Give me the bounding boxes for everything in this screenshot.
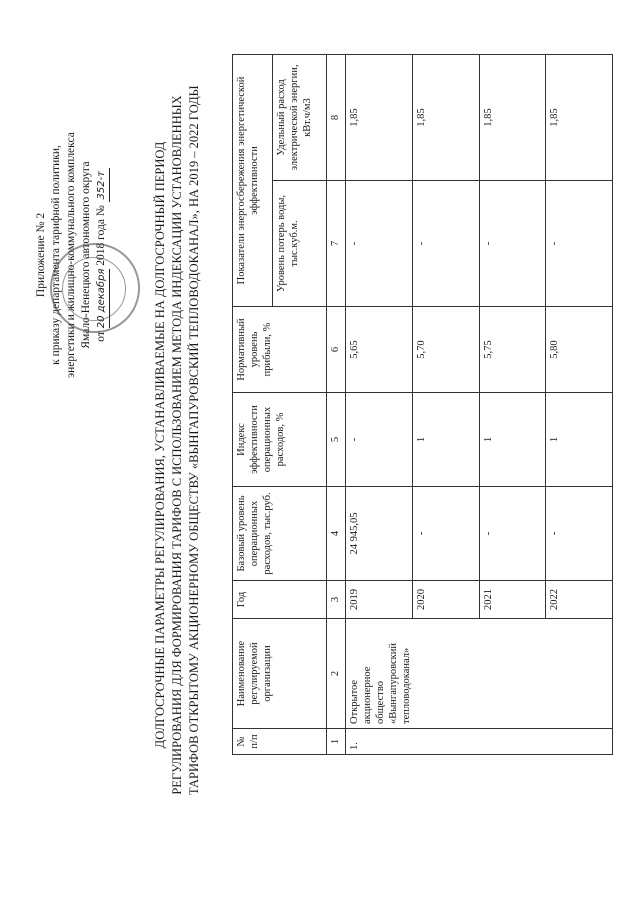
order-number: 352-т	[94, 168, 110, 202]
column-number: 2	[327, 619, 346, 729]
parameters-table	[232, 54, 613, 755]
cell-water-loss: -	[479, 181, 546, 307]
header-energy-group: Показатели энергосбережения энергетической эффективности	[233, 54, 273, 306]
date-day: 20 декабря	[94, 269, 110, 329]
header-num: № п/п	[233, 729, 327, 755]
cell-efficiency-index: 1	[479, 393, 546, 487]
cell-profit-level: 5,80	[546, 307, 613, 393]
cell-profit-level: 5,70	[412, 307, 479, 393]
table-row	[346, 54, 413, 754]
appendix-line: к приказу департамента тарифной политики,	[50, 145, 62, 365]
column-number: 4	[327, 487, 346, 581]
cell-electricity: 1,85	[346, 54, 413, 180]
column-number: 5	[327, 393, 346, 487]
cell-water-loss: -	[412, 181, 479, 307]
cell-efficiency-index: -	[346, 393, 413, 487]
organization-name: Открытое акционерное общество «Вынгапуровский тепловодоканал»	[346, 619, 613, 729]
cell-year: 2019	[346, 581, 413, 619]
header-efficiency-index: Индекс эффективности операционных расходов, %	[233, 393, 327, 487]
appendix-line: Приложение № 2	[35, 212, 47, 298]
cell-year: 2022	[546, 581, 613, 619]
cell-base-cost: -	[412, 487, 479, 581]
column-number: 8	[327, 54, 346, 180]
cell-base-cost: -	[546, 487, 613, 581]
column-number-row	[327, 54, 346, 754]
header-organization: Наименование регулируемой организации	[233, 619, 327, 729]
date-suffix: 2018 года №	[95, 205, 107, 266]
cell-year: 2021	[479, 581, 546, 619]
date-prefix: от	[95, 331, 107, 342]
column-number: 1	[327, 729, 346, 755]
header-water-loss: Уровень потерь воды, тыс.куб.м.	[273, 181, 327, 307]
appendix-line: Ямало-Ненецкого автономного округа	[80, 161, 92, 349]
cell-year: 2020	[412, 581, 479, 619]
seal-stamp	[50, 243, 140, 333]
title-line: ДОЛГОСРОЧНЫЕ ПАРАМЕТРЫ РЕГУЛИРОВАНИЯ, УСТАНАВЛИВАЕМЫЕ НА ДОЛГОСРОЧНЫЙ ПЕРИОД	[153, 141, 167, 749]
document-title	[152, 85, 203, 795]
cell-base-cost: -	[479, 487, 546, 581]
cell-electricity: 1,85	[546, 54, 613, 180]
row-index: 1.	[346, 729, 613, 755]
cell-profit-level: 5,75	[479, 307, 546, 393]
header-electricity: Удельный расход электрической энергии, кВт.ч/м3	[273, 54, 327, 180]
cell-water-loss: -	[346, 181, 413, 307]
cell-base-cost: 24 945,05	[346, 487, 413, 581]
cell-profit-level: 5,65	[346, 307, 413, 393]
cell-efficiency-index: 1	[412, 393, 479, 487]
cell-water-loss: -	[546, 181, 613, 307]
title-line: РЕГУЛИРОВАНИЯ ДЛЯ ФОРМИРОВАНИЯ ТАРИФОВ С ИСПОЛЬЗОВАНИЕМ МЕТОДА ИНДЕКСАЦИИ УСТАНОВЛЕННЫХ	[170, 95, 184, 795]
appendix-line: энергетики и жилищно-коммунального комплекса	[65, 132, 77, 378]
header-year: Год	[233, 581, 327, 619]
column-number: 3	[327, 581, 346, 619]
title-line: ТАРИФОВ ОТКРЫТОМУ АКЦИОНЕРНОМУ ОБЩЕСТВУ «ВЫНГАПУРОВСКИЙ ТЕПЛОВОДОКАНАЛ», НА 2019 – 2022 ГОДЫ	[187, 85, 201, 795]
column-number: 7	[327, 181, 346, 307]
column-number: 6	[327, 307, 346, 393]
header-profit-level: Нормативный уровень прибыли, %	[233, 307, 327, 393]
cell-electricity: 1,85	[479, 54, 546, 180]
header-base-cost: Базовый уровень операционных расходов, тыс.руб.	[233, 487, 327, 581]
cell-efficiency-index: 1	[546, 393, 613, 487]
cell-electricity: 1,85	[412, 54, 479, 180]
